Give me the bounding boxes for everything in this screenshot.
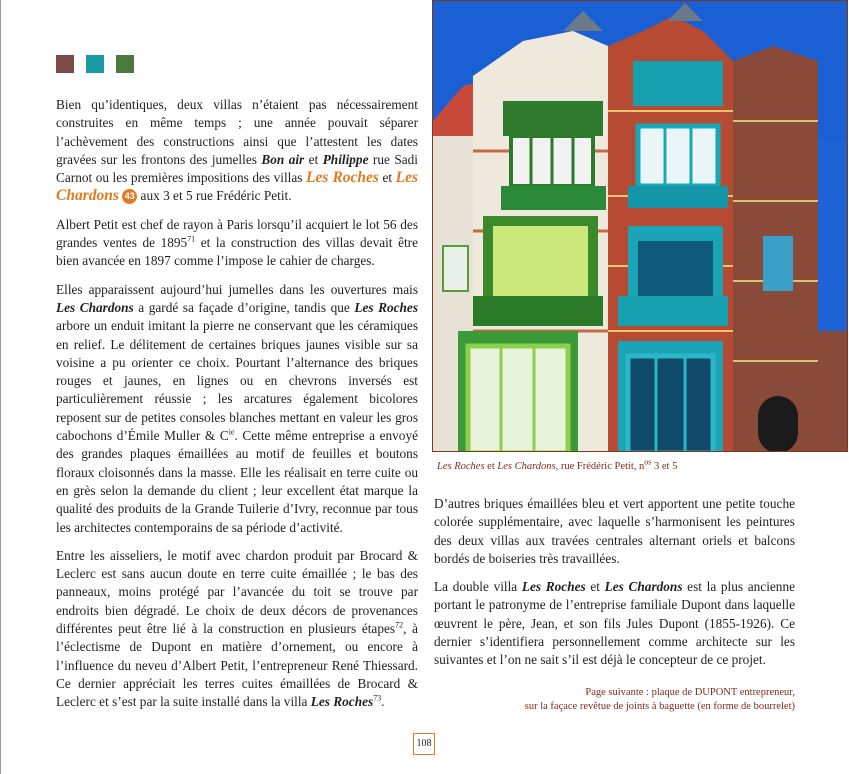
villas-photo (432, 0, 848, 452)
right-column (434, 495, 795, 680)
footnote-ref: 71 (187, 234, 196, 244)
reference-badge: 43 (122, 189, 137, 204)
swatch-brown (56, 55, 74, 73)
photo-caption: Les Roches et Les Chardons, rue Frédéric Petit, $n^{os}$ 3 et 5 (437, 457, 678, 472)
color-swatches (56, 55, 134, 73)
villa-name-chardons: Les Chardons (56, 169, 418, 205)
paragraph-5: D’autres briques émaillées bleu et vert apportent une petite touche colorée supplémentaire, avec laquelle s’harmonisent les peintures des deux villas aux travées centrales alternant oriels et balcons bordés de boiseries très travaillées. (434, 496, 795, 566)
page-number: 108 (413, 733, 435, 755)
paragraph-4: Entre les aisseliers, le motif avec chardon produit par Brocard & Leclerc est sans aucun doute en terre cuite émaillée ; le bas des panneaux, moins protégé par l’avancée du toit se trouve par endroits bien dégradé. Le choix de deux décors de provenances différentes peut être lié à la construction en plusieurs étapes$^{72}$, à l’éclectisme de Dupont en matière d’ornement, ou encore à l’influence du neveu d’Albert Petit, l’entrepreneur René Thiessard. Ce dernier appréciait les terres cuites émaillées de Brocard & Leclerc et s’est par la suite installé dans la villa Les Roches$^{73}$. (56, 547, 418, 710)
paragraph-3: Elles apparaissent aujourd’hui jumelles dans les ouvertures mais Les Chardons a gardé sa façade d’origine, tandis que Les Roches arbore un enduit imitant la pierre ne conservant que les céramiques en relief. Le délitement de certaines briques jaunes visible sur sa voisine a pu orienter ce choix. Pourtant l’alternance des briques rouges et jaunes, en lignes ou en chevrons inversés est particulièrement réussie ; les arcatures également bicolores reposent sur de petites consoles blanches mettant en valeur les gros cabochons d’Émile Muller & $C^{ie}$. Cette même entreprise a envoyé des grandes plaques émaillées au motif de feuilles et boutons floraux cloisonnés dans la masse. Elle les réalisait en terre cuite ou en grès selon la demande du client ; leur excellent état marque la qualité des produits de la Grande Tuilerie d’Ivry, reconnue par tous les architectes contemporains de sa période d’activité. (56, 281, 419, 535)
paragraph-1: Bien qu’identiques, deux villas n’étaient pas nécessairement construites en même temps ; une année pouvait séparer l’achèvement des constructions ainsi que l’attestent les dates gravées sur les frontons des jumelles Bon air et Philippe rue Sadi Carnot ou les premières impositions des villas Les Roches et Les Chardons 43 aux 3 et 5 rue Frédéric Petit. (56, 97, 418, 205)
page-border (0, 0, 1, 774)
footnote-ref: 73 (373, 693, 382, 703)
swatch-teal (86, 55, 104, 73)
villa-name-roches: Les Roches (305, 169, 379, 187)
swatch-green (116, 55, 134, 73)
next-page-note: Page suivante : plaque de DUPONT entrepreneur, sur la façace revêtue de joints à baguette (en forme de bourrelet) (524, 687, 795, 712)
left-column (56, 96, 418, 722)
footnote-ref: 72 (395, 620, 404, 630)
paragraph-2: Albert Petit est chef de rayon à Paris lorsqu’il acquiert le lot 56 des grandes ventes de 1895$^{71}$ et la construction des villas devait être bien avancée en 1897 comme l’impose le cahier de charges. (56, 216, 418, 269)
paragraph-6: La double villa Les Roches et Les Chardons est la plus ancienne portant le patronyme de l’entreprise familiale Dupont dans laquelle œuvrent le père, Jean, et son fils Jules Dupont (1855-1926). Ce dernier s’identifiera personnellement comme architecte sur les suivantes et l’on ne sait s’il est déjà le concepteur de ce projet. (434, 579, 796, 668)
